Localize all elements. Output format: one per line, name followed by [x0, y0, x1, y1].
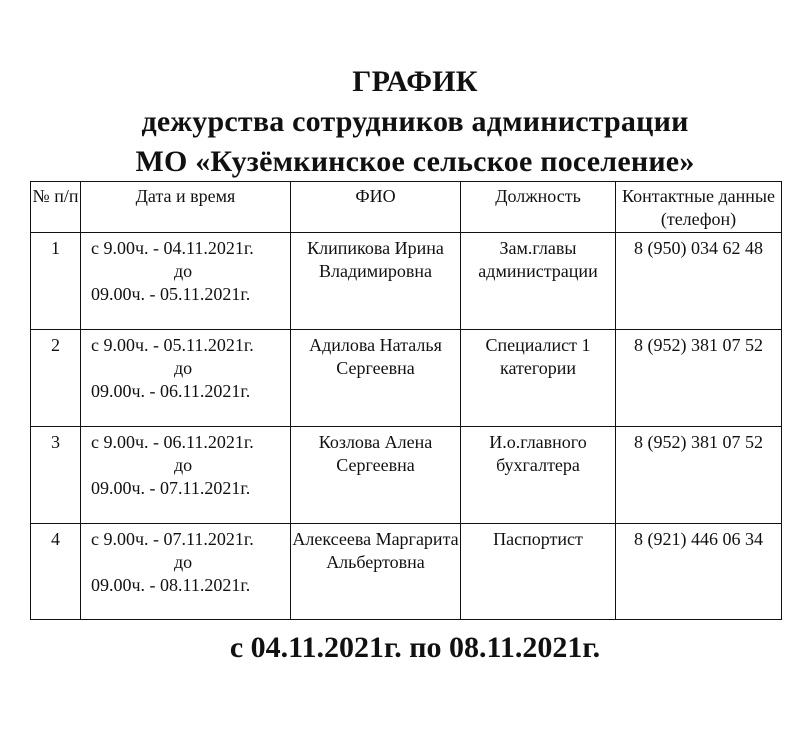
row-position: И.о.главного бухгалтера [461, 427, 616, 524]
table-row [31, 330, 782, 427]
datetime-to-word: до [174, 261, 193, 281]
header-datetime: Дата и время [81, 182, 291, 233]
datetime-to-word: до [174, 552, 193, 572]
table-row [31, 233, 782, 330]
row-num: 1 [31, 233, 81, 330]
document-title [0, 62, 804, 182]
header-position: Должность [461, 182, 616, 233]
row-datetime [81, 233, 291, 330]
datetime-until: 09.00ч. - 06.11.2021г. [91, 381, 251, 401]
row-datetime [81, 524, 291, 620]
title-line-3: МО «Кузёмкинское сельское поселение» [135, 145, 695, 178]
datetime-from: с 9.00ч. - 06.11.2021г. [91, 432, 254, 452]
title-line-1: ГРАФИК [352, 65, 478, 98]
datetime-until: 09.00ч. - 07.11.2021г. [91, 478, 251, 498]
phone-number: 8 (950) 034 62 48 [634, 238, 763, 258]
row-num: 4 [31, 524, 81, 620]
row-name: Козлова Алена Сергеевна [291, 427, 461, 524]
row-name: Алексеева Маргарита Альбертовна [291, 524, 461, 620]
header-contacts: Контактные данные (телефон) [616, 182, 782, 233]
datetime-from: с 9.00ч. - 05.11.2021г. [91, 335, 254, 355]
datetime-until: 09.00ч. - 08.11.2021г. [91, 575, 251, 595]
duty-period: с 04.11.2021г. по 08.11.2021г. [229, 631, 601, 664]
datetime-to-word: до [174, 455, 193, 475]
row-phone [616, 524, 782, 620]
datetime-to-word: до [174, 358, 193, 378]
table-row [31, 427, 782, 524]
row-num: 3 [31, 427, 81, 524]
duty-schedule-table [30, 181, 782, 620]
header-num: № п/п [31, 182, 81, 233]
phone-number: 8 (952) 381 07 52 [634, 335, 763, 355]
row-position: Зам.главы администрации [461, 233, 616, 330]
row-position: Специалист 1 категории [461, 330, 616, 427]
row-name: Клипикова Ирина Владимировна [291, 233, 461, 330]
row-position: Паспортист [461, 524, 616, 620]
row-datetime [81, 330, 291, 427]
datetime-from: с 9.00ч. - 07.11.2021г. [91, 529, 254, 549]
row-phone [616, 233, 782, 330]
row-phone [616, 330, 782, 427]
header-name: ФИО [291, 182, 461, 233]
title-line-2: дежурства сотрудников администрации [141, 105, 689, 138]
datetime-until: 09.00ч. - 05.11.2021г. [91, 284, 251, 304]
row-name: Адилова Наталья Сергеевна [291, 330, 461, 427]
phone-number: 8 (952) 381 07 52 [634, 432, 763, 452]
datetime-from: с 9.00ч. - 04.11.2021г. [91, 238, 254, 258]
row-phone [616, 427, 782, 524]
row-datetime [81, 427, 291, 524]
table-row [31, 524, 782, 620]
phone-number: 8 (921) 446 06 34 [634, 529, 763, 549]
row-num: 2 [31, 330, 81, 427]
table-header-row [31, 182, 782, 233]
